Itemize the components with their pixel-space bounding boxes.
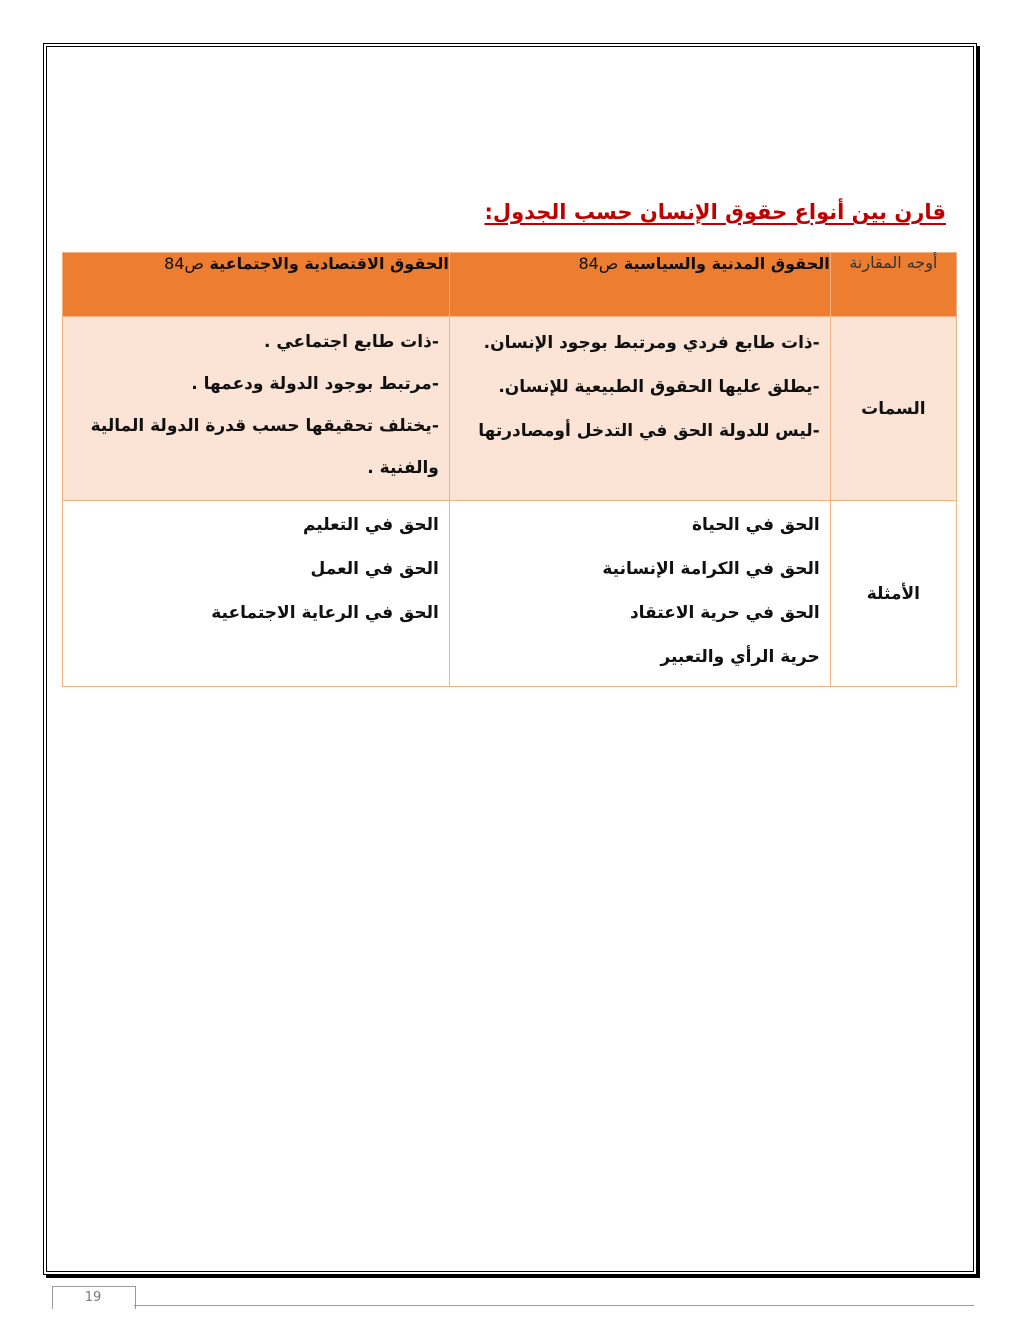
examples-economic-cell bbox=[63, 501, 450, 687]
list-item: الحق في الحياة bbox=[691, 515, 820, 535]
list-item: -يطلق عليها الحقوق الطبيعية للإنسان. bbox=[498, 377, 820, 397]
list-item: الحق في العمل bbox=[310, 559, 439, 579]
examples-civil-list bbox=[450, 501, 830, 679]
header-civil-title: الحقوق المدنية والسياسية bbox=[623, 254, 830, 273]
list-item: الحق في حرية الاعتقاد bbox=[629, 603, 820, 623]
header-economic-page: ص84 bbox=[164, 254, 204, 273]
list-item: -يختلف تحقيقها حسب قدرة الدولة المالية والفنية . bbox=[90, 416, 439, 478]
traits-civil-list bbox=[450, 317, 830, 453]
footer-divider bbox=[134, 1305, 974, 1306]
comparison-table bbox=[62, 252, 957, 687]
header-aspect: أوجه المقارنة bbox=[830, 253, 956, 317]
examples-civil-cell bbox=[449, 501, 830, 687]
traits-economic-list bbox=[63, 317, 449, 489]
list-item: الحق في الكرامة الإنسانية bbox=[602, 559, 820, 579]
table-header-row bbox=[63, 253, 957, 317]
traits-label: السمات bbox=[830, 317, 956, 501]
list-item: الحق في الرعاية الاجتماعية bbox=[211, 603, 439, 623]
examples-label: الأمثلة bbox=[830, 501, 956, 687]
table-row-examples bbox=[63, 501, 957, 687]
header-civil-rights bbox=[449, 253, 830, 317]
list-item: -ذات طابع اجتماعي . bbox=[263, 332, 439, 352]
header-economic-title: الحقوق الاقتصادية والاجتماعية bbox=[209, 254, 449, 273]
list-item: حرية الرأي والتعبير bbox=[660, 647, 820, 667]
examples-economic-list bbox=[63, 501, 449, 635]
header-civil-page: ص84 bbox=[578, 254, 619, 273]
list-item: -ذات طابع فردي ومرتبط بوجود الإنسان. bbox=[483, 333, 820, 353]
list-item: الحق في التعليم bbox=[302, 515, 439, 535]
traits-civil-cell bbox=[449, 317, 830, 501]
table-row-traits bbox=[63, 317, 957, 501]
page-number: 19 bbox=[84, 1290, 102, 1305]
traits-economic-cell bbox=[63, 317, 450, 501]
header-economic-rights bbox=[63, 253, 450, 317]
list-item: -مرتبط بوجود الدولة ودعمها . bbox=[191, 374, 439, 394]
question-heading: قارن بين أنواع حقوق الإنسان حسب الجدول: bbox=[484, 200, 946, 224]
list-item: -ليس للدولة الحق في التدخل أومصادرتها bbox=[478, 421, 820, 441]
